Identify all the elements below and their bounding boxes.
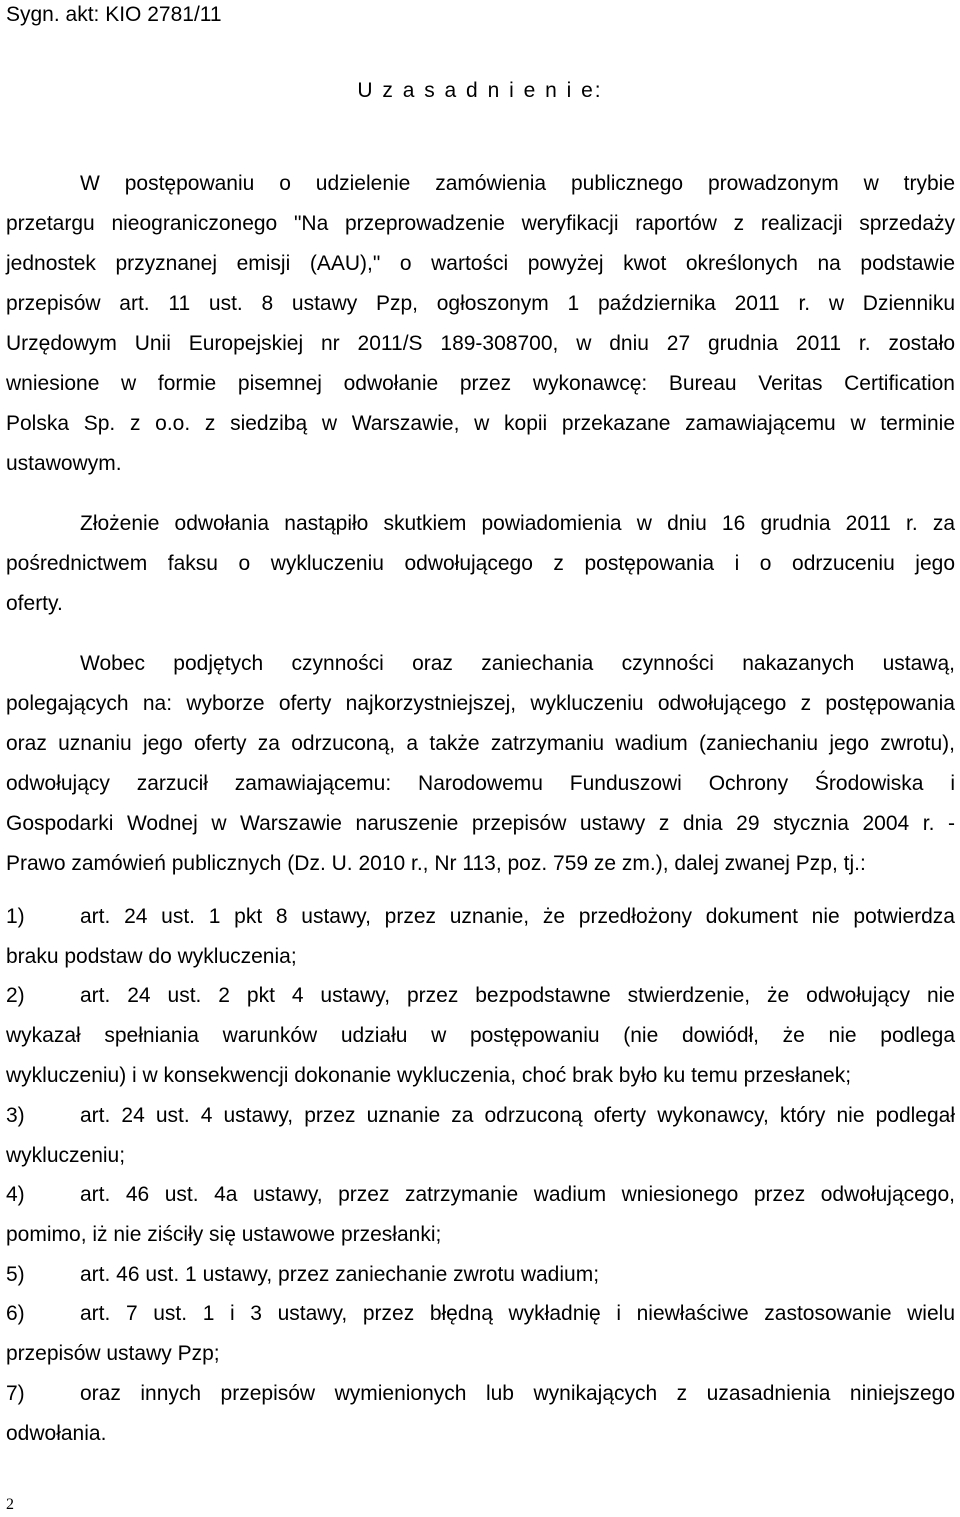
text-line: oraz uznaniu jego oferty za odrzuconą, a także zatrzymaniu wadium (zaniechaniu jego zwrotu), xyxy=(6,732,955,755)
text-line: W postępowaniu o udzielenie zamówienia publicznego prowadzonym w trybie xyxy=(80,172,955,195)
list-item-number: 6) xyxy=(6,1302,25,1325)
text-line: odwołania. xyxy=(6,1422,107,1445)
text-line: wykluczeniu) i w konsekwencji dokonanie wykluczenia, choć brak było ku temu przesłanek; xyxy=(6,1064,852,1087)
text-line: ustawowym. xyxy=(6,452,122,475)
text-line: oferty. xyxy=(6,592,63,615)
text-line: wniesione w formie pisemnej odwołanie przez wykonawcę: Bureau Veritas Certification xyxy=(6,372,955,395)
case-signature: Sygn. akt: KIO 2781/11 xyxy=(6,3,222,26)
text-line: Wobec podjętych czynności oraz zaniechania czynności nakazanych ustawą, xyxy=(80,652,955,675)
text-line: wykluczeniu; xyxy=(6,1144,126,1167)
text-line: pomimo, iż nie ziściły się ustawowe przesłanki; xyxy=(6,1223,442,1246)
list-item-number: 3) xyxy=(6,1104,25,1127)
text-line: braku podstaw do wykluczenia; xyxy=(6,945,297,968)
page-number: 2 xyxy=(6,1496,14,1513)
text-line: art. 24 ust. 4 ustawy, przez uznanie za odrzuconą oferty wykonawcy, który nie podlegał xyxy=(80,1104,955,1127)
text-line: pośrednictwem faksu o wykluczeniu odwołującego z postępowania i o odrzuceniu jego xyxy=(6,552,955,575)
text-line: art. 7 ust. 1 i 3 ustawy, przez błędną wykładnię i niewłaściwe zastosowanie wielu xyxy=(80,1302,955,1325)
text-line: wykazał spełniania warunków udziału w postępowaniu (nie dowiódł, że nie podlega xyxy=(6,1024,955,1047)
section-heading: U z a s a d n i e n i e: xyxy=(357,79,603,102)
text-line: art. 24 ust. 1 pkt 8 ustawy, przez uznanie, że przedłożony dokument nie potwierdza xyxy=(80,905,955,928)
text-line: jednostek przyznanej emisji (AAU)," o wartości powyżej kwot określonych na podstawie xyxy=(6,252,955,275)
text-line: Urzędowym Unii Europejskiej nr 2011/S 189-308700, w dniu 27 grudnia 2011 r. zostało xyxy=(6,332,955,355)
text-line: odwołujący zarzucił zamawiającemu: Narodowemu Funduszowi Ochrony Środowiska i xyxy=(6,772,955,795)
text-line: art. 24 ust. 2 pkt 4 ustawy, przez bezpodstawne stwierdzenie, że odwołujący nie xyxy=(80,984,955,1007)
list-item-number: 1) xyxy=(6,905,25,928)
text-line: Prawo zamówień publicznych (Dz. U. 2010 r., Nr 113, poz. 759 ze zm.), dalej zwanej Pzp, tj.: xyxy=(6,852,866,875)
list-item-number: 7) xyxy=(6,1382,25,1405)
text-line: art. 46 ust. 4a ustawy, przez zatrzymanie wadium wniesionego przez odwołującego, xyxy=(80,1183,955,1206)
text-line: art. 46 ust. 1 ustawy, przez zaniechanie zwrotu wadium; xyxy=(80,1263,600,1286)
list-item-number: 2) xyxy=(6,984,25,1007)
list-item-number: 5) xyxy=(6,1263,25,1286)
text-line: przepisów art. 11 ust. 8 ustawy Pzp, ogłoszonym 1 października 2011 r. w Dzienniku xyxy=(6,292,955,315)
list-item-number: 4) xyxy=(6,1183,25,1206)
text-line: polegających na: wyborze oferty najkorzystniejszej, wykluczeniu odwołującego z postępowania xyxy=(6,692,955,715)
text-line: przetargu nieograniczonego "Na przeprowadzenie weryfikacji raportów z realizacji sprzedaży xyxy=(6,212,955,235)
text-line: przepisów ustawy Pzp; xyxy=(6,1342,220,1365)
text-line: Złożenie odwołania nastąpiło skutkiem powiadomienia w dniu 16 grudnia 2011 r. za xyxy=(80,512,955,535)
text-line: Gospodarki Wodnej w Warszawie naruszenie przepisów ustawy z dnia 29 stycznia 2004 r. - xyxy=(6,812,955,835)
text-line: oraz innych przepisów wymienionych lub wynikających z uzasadnienia niniejszego xyxy=(80,1382,955,1405)
text-line: Polska Sp. z o.o. z siedzibą w Warszawie, w kopii przekazane zamawiającemu w terminie xyxy=(6,412,955,435)
